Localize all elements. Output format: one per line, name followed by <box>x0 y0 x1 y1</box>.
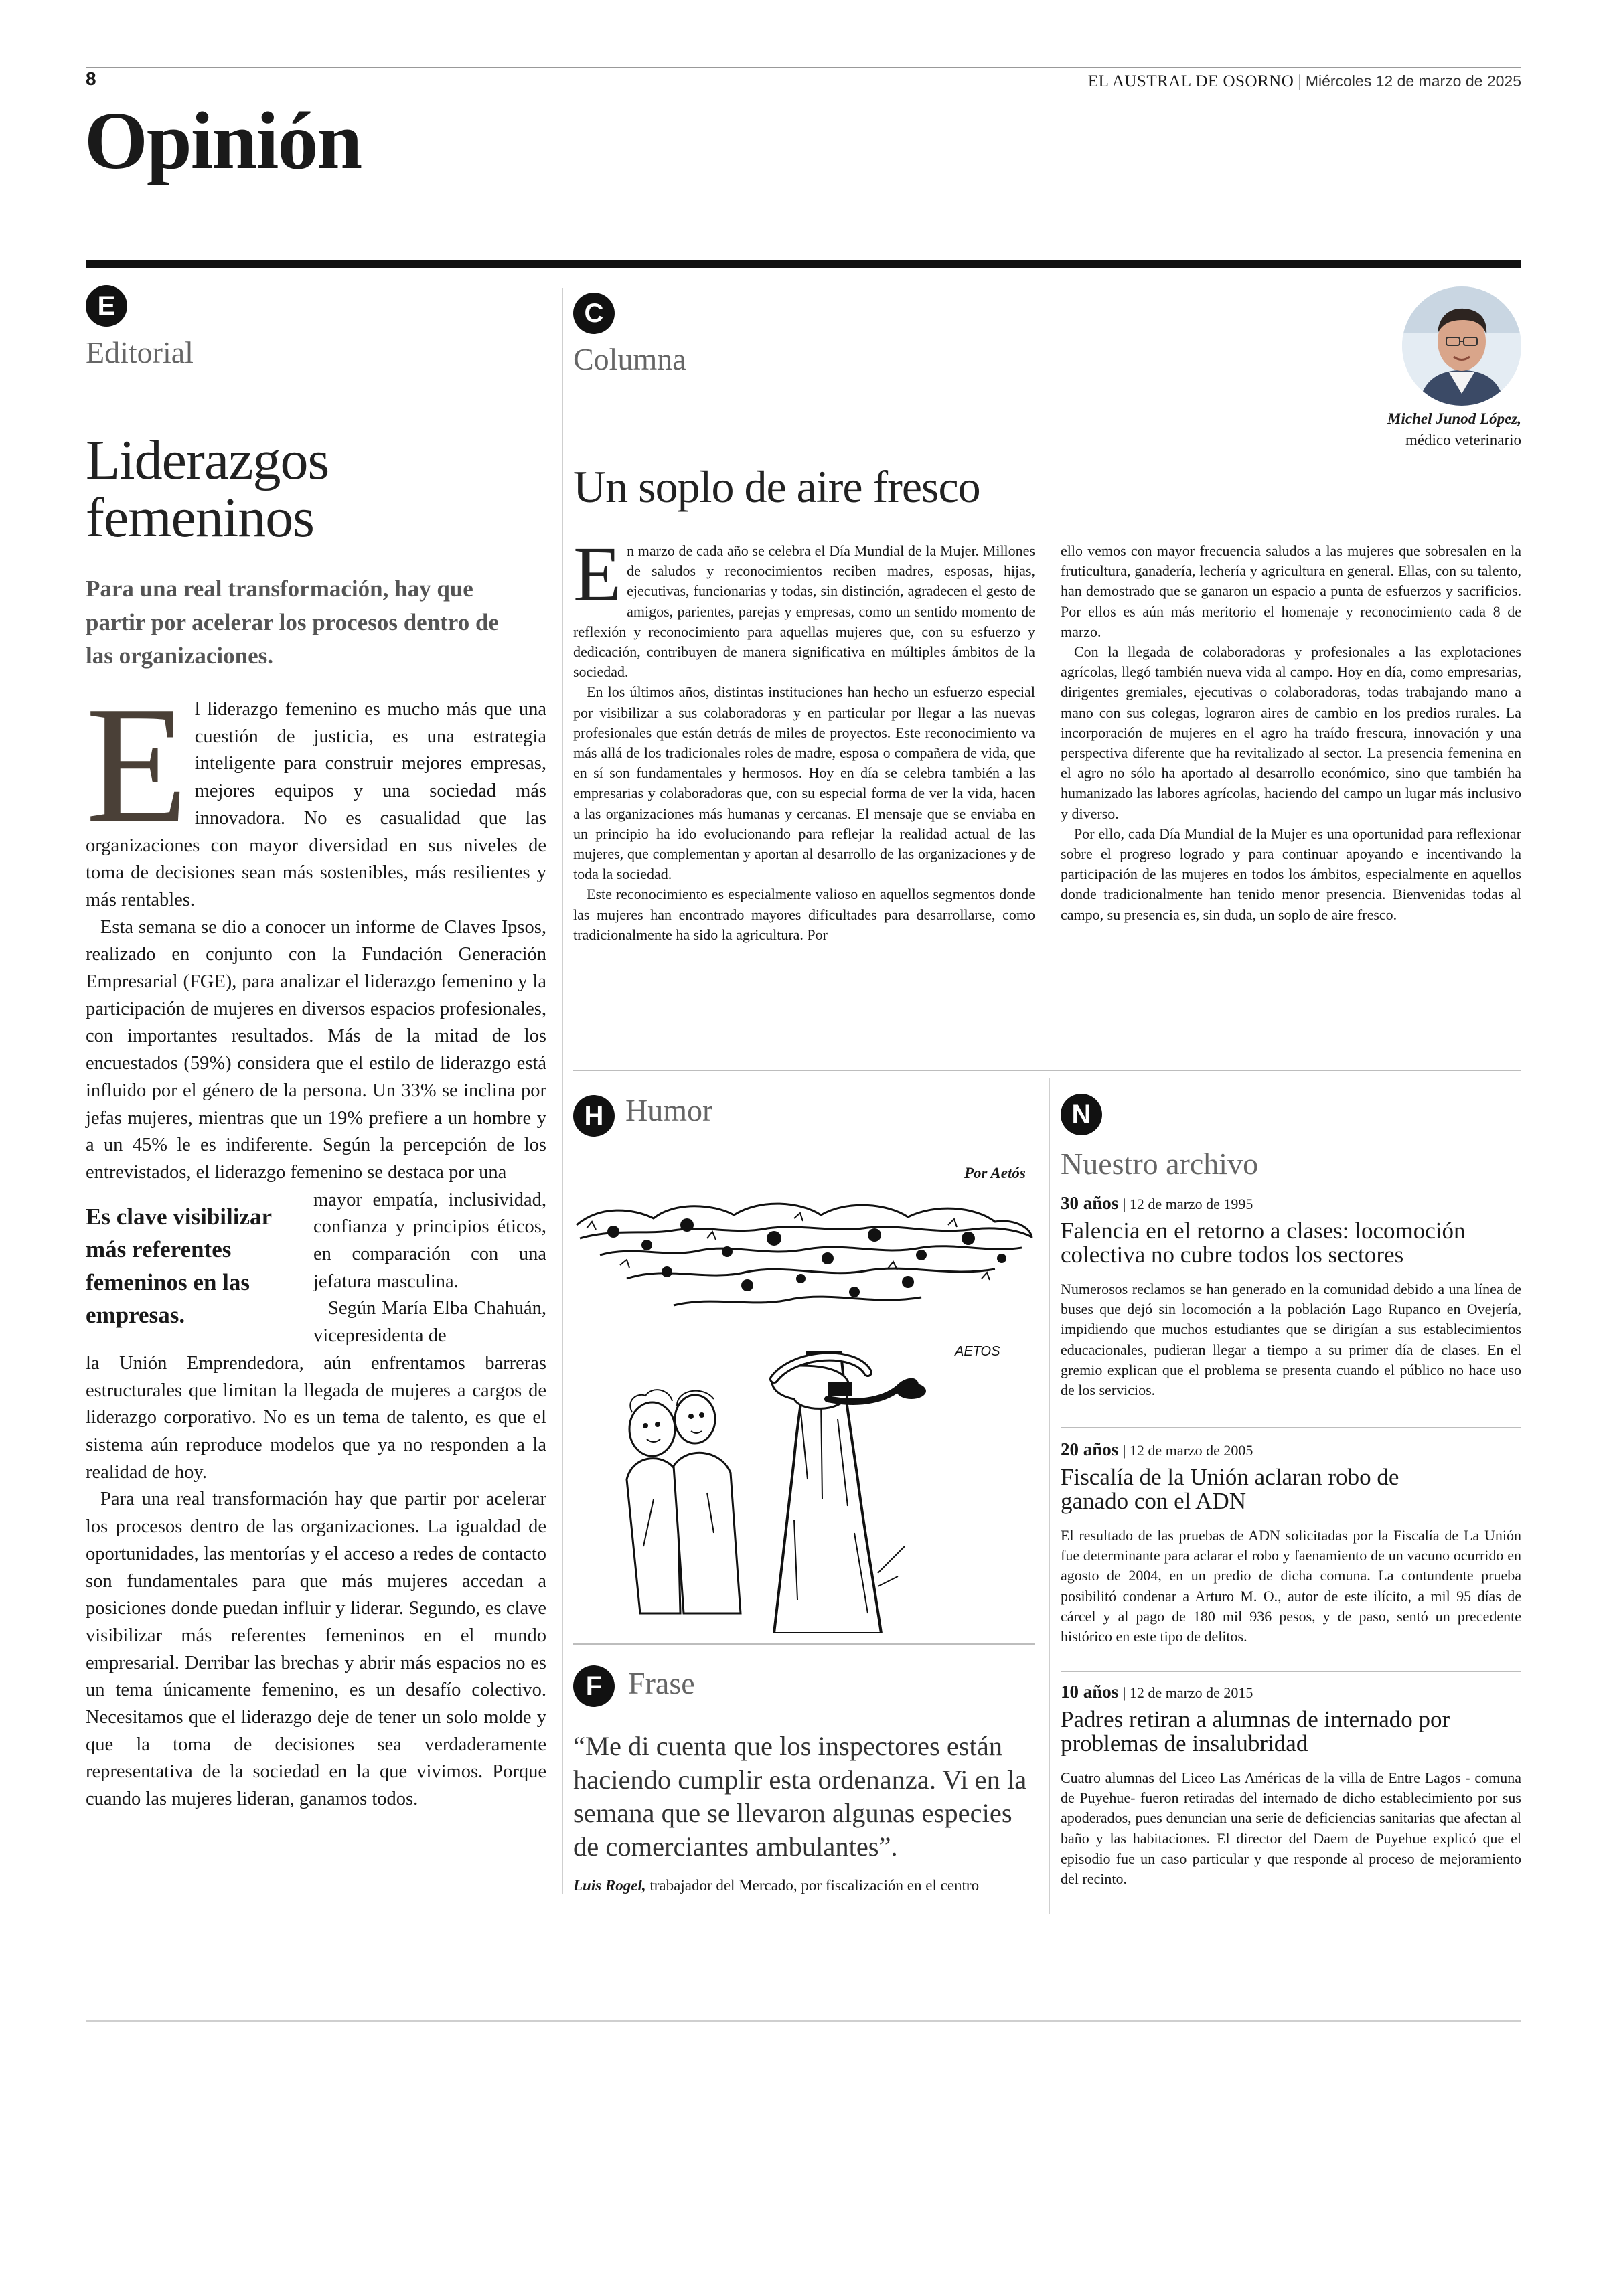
cartoon-signature: AETOS <box>955 1344 1000 1359</box>
editorial-badge: E <box>86 285 127 327</box>
column-divider <box>1049 1078 1050 1914</box>
column-paragraph: ello vemos con mayor frecuencia saludos a las mujeres que sobresalen en la fruticultura, ganadería, lechería y agricultura en general. Ellas, con su talento, han demostrado que se ganaron un espacio a punta de esfuerzos y sacrificios. Por ellos es aún más meritorio el homenaje y reconocimiento cada 8 de marzo. <box>1061 542 1521 640</box>
archive-item <box>1061 1193 1521 1400</box>
publication-name: EL AUSTRAL DE OSORNO <box>1087 72 1294 90</box>
archive-years: 30 años <box>1061 1193 1119 1213</box>
archive-date: | 12 de marzo de 2015 <box>1123 1684 1253 1701</box>
archive-date: | 12 de marzo de 1995 <box>1123 1196 1253 1212</box>
editorial-paragraph: mayor empatía, inclusividad, confianza y principios éticos, en comparación con una jefatura masculina. <box>313 1189 546 1292</box>
archive-badge: N <box>1061 1094 1102 1135</box>
archive-years: 10 años <box>1061 1682 1119 1702</box>
archive-divider <box>1061 1427 1521 1428</box>
archive-text: Cuatro alumnas del Liceo Las Américas de la villa de Entre Lagos - comuna de Puyehue- fueron retiradas del internado de dicho establecimiento por sus apoderados, pues denuncian una serie de deficiencias sanitarias que afectan al baño y las habitaciones. El director del Daem de Puyehue explicó que el episodio fue un caso particular y que responde al proceso de mejoramiento del recinto. <box>1061 1769 1521 1888</box>
archive-item <box>1061 1439 1521 1647</box>
editorial-title: Liderazgos femeninos <box>86 429 329 549</box>
archive-item <box>1061 1682 1521 1889</box>
editorial-paragraph: Esta semana se dio a conocer un informe de Claves Ipsos, realizado en conjunto con la Fundación Generación Empresarial (FGE), para analizar el liderazgo femenino y la participación de mujeres en diversos espacios profesionales, con importantes resultados. Más de la mitad de los encuestados (59%) considera que el estilo de liderazgo está influido por el género de la persona. Un 33% se inclina por jefas mujeres, mientras que un 19% prefiere a un hombre y a un 45% le es indiferente. Según la percepción de los entrevistados, el liderazgo femenino se destaca por una <box>86 916 546 1183</box>
phrase-badge: F <box>573 1665 615 1707</box>
column-paragraph: En los últimos años, distintas instituciones han hecho un esfuerzo especial por visibilizar a sus colaboradoras y en particular por llegar a las nuevas profesionales que están detrás de miles de proyectos. Este reconocimiento va más allá de los tradicionales roles de madre, esposa o compañera de vida, que en sí son fundamentales y hermosos. Hoy en día se celebra también a las empresarias y colaboradoras que, con su especial forma de ver la vida, hacen a las organizaciones más humanas y cercanas. El mensaje que se enviaba en un principio ha ido evolucionando para reflejar la realidad actual de las mujeres, que complementan y aportan al desarrollo de las organizaciones y de toda la sociedad. <box>573 683 1035 883</box>
column-divider <box>562 288 563 1894</box>
editorial-paragraph: l liderazgo femenino es mucho más que una cuestión de justicia, es una estrategia inteligente para construir mejores empresas, mejores equipos y una sociedad más innovadora. No es casualidad que las organizaciones con mayor diversidad en sus niveles de toma de decisiones sean más sostenibles, más resilientes y más rentables. <box>86 699 546 910</box>
section-title: Opinión <box>84 96 362 186</box>
humor-badge: H <box>573 1095 615 1137</box>
cartoon-tree-snake-illustration <box>573 1198 1035 1633</box>
archive-years: 20 años <box>1061 1439 1119 1459</box>
column-paragraph: Con la llegada de colaboradoras y profesionales a las explotaciones agrícolas, llegó también nueva vida al campo. Hoy en día, como empresarias, dirigentes gremiales, ejecutivas o colaboradoras, todas trabajando mano a mano con sus colegas, lograron aires de cambio en los predios rurales. La incorporación de mujeres en el agro ha traído frescura, innovación y una perspectiva diferente que ha revitalizado al sector. La presencia femenina en el agro no sólo ha aportado al desarrollo económico, sino que también ha humanizado las labores agrícolas, haciendo del campo un lugar más inclusivo y diverso. <box>1061 643 1521 822</box>
author-photo <box>1402 286 1521 406</box>
column-paragraph: Por ello, cada Día Mundial de la Mujer es una oportunidad para reflexionar sobre el progreso logrado y para continuar apoyando e incentivando la participación de las mujeres en todos los ámbitos, especialmente en aquellos donde tradicionalmente han tenido menor presencia. Bienvenidas todas al campo, su presencia es, sin duda, un soplo de aire fresco. <box>1061 825 1521 923</box>
column-author <box>1387 408 1521 451</box>
editorial-pullquote: Es clave visibilizar más referentes femeninos en las empresas. <box>86 1203 272 1328</box>
phrase-author: Luis Rogel, <box>573 1877 646 1894</box>
column-paragraph: n marzo de cada año se celebra el Día Mundial de la Mujer. Millones de saludos y reconocimientos reciben madres, esposas, hijas, ejecutivas, funcionarias y todas, sin distinción, agradecen el gesto de amigos, parientes, parejas y empresas, como un sentido momento de reflexión y reconocimiento para aquellas mujeres que, con su esfuerzo y dedicación, contribuyen de manera significativa en múltiples ámbitos de la sociedad. <box>573 542 1035 681</box>
phrase-label: Frase <box>628 1666 695 1700</box>
footer-rule <box>86 2020 1521 2022</box>
column-body-left <box>573 530 1035 945</box>
section-divider <box>573 1643 1035 1645</box>
editorial-subtitle: Para una real transformación, hay que partir por acelerar los procesos dentro de las organizaciones. <box>86 576 499 669</box>
editorial-paragraph: Para una real transformación hay que partir por acelerar los procesos dentro de las organizaciones. La igualdad de oportunidades, las mentorías y el acceso a redes de contacto son fundamentales para que más mujeres accedan a posiciones donde puedan influir y liderar. Segundo, es clave visibilizar más referentes femeninos en el mundo empresarial. Derribar las brechas y abrir más espacios no es un tema únicamente femenino, es un desafío colectivo. Necesitamos que el liderazgo deje de tener un solo molde y que la toma de decisiones sea verdaderamente representativa de la sociedad en la que vivimos. Porque cuando las mujeres lideran, ganamos todos. <box>86 1489 546 1810</box>
humor-byline: Por Aetós <box>964 1165 1026 1181</box>
archive-headline: Fiscalía de la Unión aclaran robo de ganado con el ADN <box>1061 1464 1399 1514</box>
editorial-body <box>86 672 546 1813</box>
column-dropcap: E <box>573 530 622 618</box>
editorial-paragraph: la Unión Emprendedora, aún enfrentamos barreras estructurales que limitan la llegada de mujeres a cargos de liderazgo corporativo. No es un tema de talento, es que el sistema aún reproduce modelos que ya no responden a la realidad de hoy. <box>86 1352 546 1483</box>
author-portrait-icon <box>1402 286 1521 406</box>
humor-label: Humor <box>625 1093 713 1127</box>
archive-headline: Falencia en el retorno a clases: locomoción colectiva no cubre todos los sectores <box>1061 1218 1466 1268</box>
column-badge: C <box>573 293 615 334</box>
page-number: 8 <box>86 68 96 89</box>
phrase-author-desc: trabajador del Mercado, por fiscalización en el centro <box>649 1877 980 1894</box>
archive-label: Nuestro archivo <box>1061 1147 1259 1181</box>
editorial-paragraph: Según María Elba Chahuán, vicepresidenta de <box>313 1298 546 1347</box>
archive-text: El resultado de las pruebas de ADN solicitadas por la Fiscalía de La Unión fue determinante para aclarar el robo y faenamiento de un vacuno ocurrido en agosto de 2004, en un predio de dicha comuna. La contundente prueba posibilitó condenar a Arturo M. O., autor de este ilícito, a mil 95 días de cárcel y al pago de 180 mil 936 pesos, y de paso, sentó un precedente histórico en este tipo de delitos. <box>1061 1527 1521 1645</box>
phrase-attribution <box>573 1877 1042 1894</box>
author-name: Michel Junod López, <box>1387 410 1521 427</box>
column-label: Columna <box>573 342 686 376</box>
phrase-quote: “Me di cuenta que los inspectores están haciendo cumplir esta ordenanza. Vi en la semana que se llevaron algunas especies de comerciantes ambulantes”. <box>573 1731 1027 1862</box>
column-paragraph: Este reconocimiento es especialmente valioso en aquellos segmentos donde las mujeres han encontrado mayores dificultades para desarrollarse, como tradicionalmente ha sido la agricultura. Por <box>573 886 1035 943</box>
section-divider <box>573 1070 1521 1071</box>
archive-divider <box>1061 1671 1521 1672</box>
editorial-dropcap: E <box>86 672 188 857</box>
header-thick-rule <box>86 260 1521 268</box>
archive-headline: Padres retiran a alumnas de internado por problemas de insalubridad <box>1061 1706 1450 1756</box>
editorial-label: Editorial <box>86 335 194 370</box>
masthead: EL AUSTRAL DE OSORNO | Miércoles 12 de marzo de 2025 <box>1087 72 1521 90</box>
cartoon <box>573 1198 1035 1633</box>
author-role: médico veterinario <box>1405 432 1521 448</box>
archive-date: | 12 de marzo de 2005 <box>1123 1442 1253 1459</box>
issue-date: Miércoles 12 de marzo de 2025 <box>1305 72 1521 90</box>
archive-text: Numerosos reclamos se han generado en la comunidad debido a una línea de buses que dejó sin locomoción a la población Lago Rupanco en Ovejería, impidiendo que muchos estudiantes que se dirigían a sus establecimientos educacionales, pudieran llegar a tiempo a su primer día de clases. En el gremio explican que el problema se presenta cuando el público no hace uso de los servicios. <box>1061 1281 1521 1399</box>
column-body-right <box>1061 541 1521 925</box>
column-title: Un soplo de aire fresco <box>573 461 980 512</box>
